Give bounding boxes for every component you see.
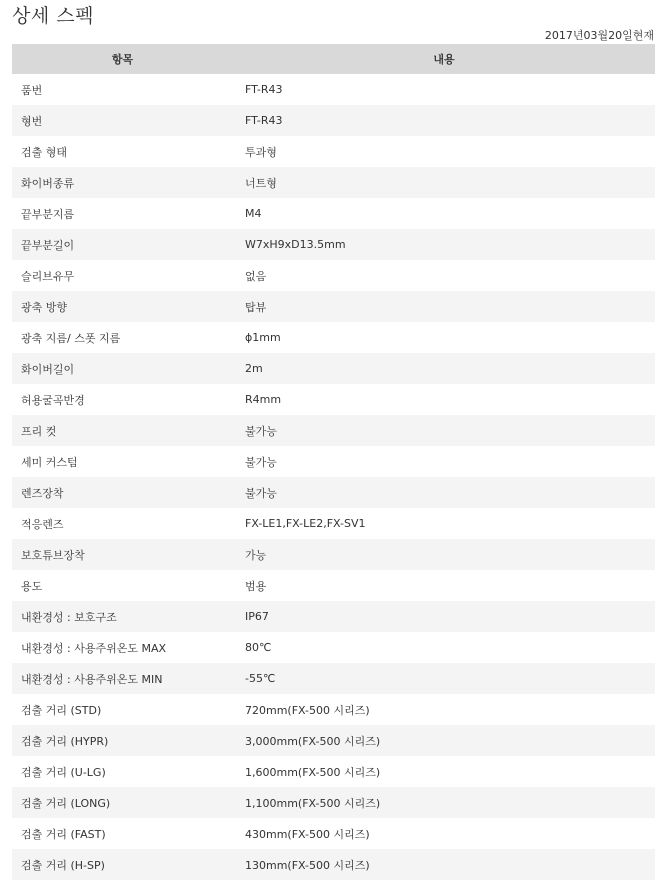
spec-item-label: 내환경성 : 보호구조: [12, 601, 233, 632]
table-row: [12, 632, 655, 663]
column-header-item: 항목: [12, 44, 233, 74]
table-row: [12, 415, 655, 446]
spec-item-label: 검출 형태: [12, 136, 233, 167]
table-row: [12, 446, 655, 477]
spec-item-label: 내환경성 : 사용주위온도 MAX: [12, 632, 233, 663]
spec-item-value: 80℃: [233, 632, 655, 663]
spec-item-label: 검출 거리 (LONG): [12, 787, 233, 818]
spec-item-value: FT-R43: [233, 74, 655, 105]
spec-item-label: 형번: [12, 105, 233, 136]
table-row: [12, 136, 655, 167]
table-row: [12, 105, 655, 136]
table-row: [12, 353, 655, 384]
table-row: [12, 725, 655, 756]
table-header-row: [12, 44, 655, 74]
spec-item-value: FX-LE1,FX-LE2,FX-SV1: [233, 508, 655, 539]
spec-item-value: 1,600mm(FX-500 시리즈): [233, 756, 655, 787]
spec-item-value: 탑뷰: [233, 291, 655, 322]
spec-item-value: R4mm: [233, 384, 655, 415]
spec-item-label: 검출 거리 (FAST): [12, 818, 233, 849]
spec-item-label: 용도: [12, 570, 233, 601]
spec-item-value: W7xH9xD13.5mm: [233, 229, 655, 260]
spec-item-label: 품번: [12, 74, 233, 105]
table-row: [12, 74, 655, 105]
page-title: 상세 스펙: [12, 5, 94, 27]
table-row: [12, 663, 655, 694]
spec-item-value: 430mm(FX-500 시리즈): [233, 818, 655, 849]
spec-item-value: M4: [233, 198, 655, 229]
table-row: [12, 756, 655, 787]
spec-item-value: 불가능: [233, 446, 655, 477]
spec-item-value: FT-R43: [233, 105, 655, 136]
spec-item-label: 화이버종류: [12, 167, 233, 198]
spec-item-label: 프리 컷: [12, 415, 233, 446]
table-row: [12, 818, 655, 849]
spec-table-body: [12, 74, 655, 880]
spec-item-label: 허용굴곡반경: [12, 384, 233, 415]
spec-item-value: 투과형: [233, 136, 655, 167]
table-row: [12, 229, 655, 260]
spec-item-value: 1,100mm(FX-500 시리즈): [233, 787, 655, 818]
spec-item-value: 720mm(FX-500 시리즈): [233, 694, 655, 725]
table-row: [12, 291, 655, 322]
table-row: [12, 477, 655, 508]
spec-item-label: 슬리브유무: [12, 260, 233, 291]
column-header-content: 내용: [233, 44, 655, 74]
table-row: [12, 260, 655, 291]
as-of-date: 2017년03월20일현재: [544, 29, 654, 42]
spec-item-label: 보호튜브장착: [12, 539, 233, 570]
table-row: [12, 508, 655, 539]
table-row: [12, 849, 655, 880]
spec-table: [12, 44, 655, 880]
spec-item-value: 불가능: [233, 415, 655, 446]
spec-item-label: 검출 거리 (STD): [12, 694, 233, 725]
spec-item-value: ϕ1mm: [233, 322, 655, 353]
spec-item-value: 범용: [233, 570, 655, 601]
spec-item-value: 너트형: [233, 167, 655, 198]
spec-item-value: 가능: [233, 539, 655, 570]
spec-item-label: 검출 거리 (H-SP): [12, 849, 233, 880]
spec-item-value: 3,000mm(FX-500 시리즈): [233, 725, 655, 756]
spec-item-label: 렌즈장착: [12, 477, 233, 508]
spec-item-value: 2m: [233, 353, 655, 384]
spec-item-label: 적응렌즈: [12, 508, 233, 539]
spec-item-label: 검출 거리 (HYPR): [12, 725, 233, 756]
table-row: [12, 787, 655, 818]
table-row: [12, 601, 655, 632]
spec-item-value: IP67: [233, 601, 655, 632]
table-row: [12, 539, 655, 570]
spec-item-value: -55℃: [233, 663, 655, 694]
spec-item-label: 광축 지름/ 스폿 지름: [12, 322, 233, 353]
table-row: [12, 384, 655, 415]
table-row: [12, 322, 655, 353]
spec-item-label: 세미 커스텀: [12, 446, 233, 477]
spec-item-label: 광축 방향: [12, 291, 233, 322]
table-row: [12, 198, 655, 229]
spec-item-value: 130mm(FX-500 시리즈): [233, 849, 655, 880]
spec-item-label: 내환경성 : 사용주위온도 MIN: [12, 663, 233, 694]
table-row: [12, 570, 655, 601]
table-row: [12, 694, 655, 725]
spec-item-label: 검출 거리 (U-LG): [12, 756, 233, 787]
spec-item-value: 없음: [233, 260, 655, 291]
spec-item-label: 화이버길이: [12, 353, 233, 384]
spec-item-value: 불가능: [233, 477, 655, 508]
spec-item-label: 끝부분길이: [12, 229, 233, 260]
table-row: [12, 167, 655, 198]
spec-item-label: 끝부분지름: [12, 198, 233, 229]
